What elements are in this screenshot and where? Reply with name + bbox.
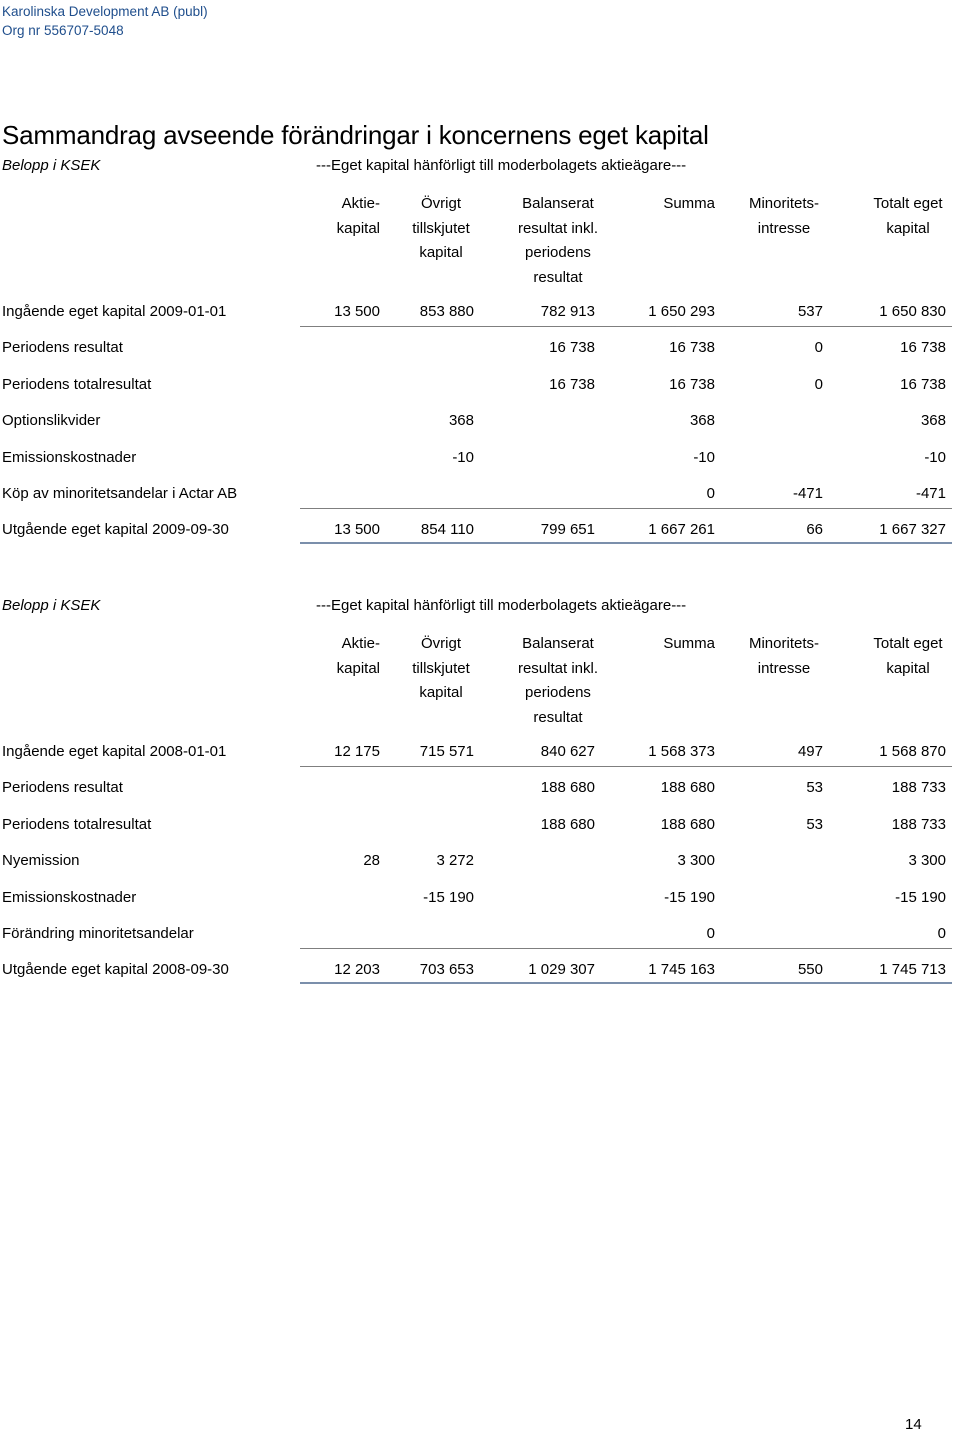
table-row (0, 886, 952, 922)
table-cell: 854 110 (420, 521, 474, 539)
table-cell: 3 272 (436, 852, 474, 870)
column-header-line: resultat inkl. (517, 659, 599, 677)
table-row (0, 518, 952, 554)
table-row (0, 300, 952, 336)
table-cell: 3 300 (677, 852, 715, 870)
column-header-line: kapital (419, 244, 463, 261)
table-row (0, 482, 952, 518)
table-cell: 799 651 (540, 521, 595, 539)
row-divider (300, 326, 952, 327)
table-cell: 13 500 (334, 521, 380, 539)
table-cell: 853 880 (419, 303, 474, 320)
column-header-line: periodens (525, 244, 591, 261)
table-cell: 12 175 (334, 743, 380, 760)
table-cell: -10 (693, 448, 715, 466)
page-title: Sammandrag avseende förändringar i koncernens eget kapital (2, 120, 709, 150)
table-row (0, 409, 952, 445)
column-header-line: resultat (533, 268, 583, 286)
table-row (0, 958, 952, 994)
row-label: Utgående eget kapital 2009-09-30 (2, 521, 229, 539)
document-header (2, 2, 208, 40)
attributable-heading: ---Eget kapital hänförligt till moderbolagets aktieägare--- (316, 597, 687, 614)
column-header-line: resultat (533, 708, 583, 726)
column-header-line: Balanserat (522, 195, 594, 212)
table-row (0, 776, 952, 812)
total-rule (300, 982, 952, 984)
column-header (714, 192, 854, 241)
table-cell: 3 300 (908, 852, 946, 870)
table-cell: 0 (706, 485, 715, 502)
column-header-line: resultat inkl. (517, 219, 599, 237)
column-header-line: Aktie- (341, 195, 380, 212)
table-cell: 840 627 (540, 743, 595, 760)
column-header-line: Minoritets- (748, 635, 819, 652)
table-cell: 16 738 (549, 339, 595, 357)
table-cell: 16 738 (669, 375, 715, 393)
column-header-line: tillskjutet (412, 219, 470, 237)
table-cell: 0 (937, 925, 946, 942)
column-header-line: Totalt eget (873, 635, 943, 652)
table-cell: 368 (448, 412, 474, 430)
column-header (714, 632, 854, 681)
total-rule (300, 542, 952, 544)
table-cell: 0 (814, 339, 823, 357)
table-cell: -15 190 (895, 888, 946, 906)
row-divider (300, 948, 952, 949)
column-header-line: Summa (663, 635, 715, 652)
row-label: Utgående eget kapital 2008-09-30 (2, 961, 229, 979)
table-row (0, 813, 952, 849)
column-header-line: kapital (886, 659, 930, 677)
attributable-heading: ---Eget kapital hänförligt till moderbolagets aktieägare--- (316, 157, 687, 174)
column-header-line: kapital (419, 684, 463, 701)
table-row (0, 849, 952, 885)
table-cell: 66 (806, 521, 823, 539)
company-name: Karolinska Development AB (publ) (2, 4, 208, 19)
row-label: Optionslikvider (2, 412, 101, 430)
table-cell: 53 (806, 815, 823, 833)
row-divider (300, 508, 952, 509)
column-header-line: kapital (886, 219, 930, 237)
table-cell: 188 680 (540, 779, 595, 797)
column-header-line: Totalt eget (873, 195, 943, 212)
table-cell: 497 (797, 743, 823, 760)
table-cell: 16 738 (900, 375, 946, 393)
row-label: Emissionskostnader (2, 448, 137, 466)
table-cell: 188 680 (660, 779, 715, 797)
table-cell: 782 913 (540, 303, 595, 320)
column-header-line: Summa (663, 195, 715, 212)
table-row (0, 740, 952, 776)
table-cell: -471 (915, 485, 946, 502)
table-cell: 188 733 (891, 815, 946, 833)
column-header-line: Minoritets- (748, 195, 819, 212)
table-cell: 12 203 (334, 961, 380, 979)
table-cell: 550 (797, 961, 823, 979)
column-header-line: Övrigt (420, 195, 461, 212)
column-header (240, 192, 380, 241)
table-cell: 13 500 (334, 303, 380, 320)
table-cell: 0 (814, 375, 823, 393)
table-cell: 16 738 (549, 375, 595, 393)
table-cell: 703 653 (419, 961, 474, 979)
column-header (838, 192, 960, 241)
row-label: Periodens totalresultat (2, 815, 152, 833)
table-row (0, 373, 952, 409)
row-label: Emissionskostnader (2, 888, 137, 906)
table-cell: -10 (452, 448, 474, 466)
table-cell: -15 190 (664, 888, 715, 906)
column-header (240, 632, 380, 681)
row-label: Förändring minoritetsandelar (2, 925, 194, 942)
table-cell: 16 738 (669, 339, 715, 357)
table-cell: 1 029 307 (528, 961, 595, 979)
column-header (575, 632, 715, 657)
table-cell: 537 (797, 303, 823, 320)
table-cell: 16 738 (900, 339, 946, 357)
table-cell: -15 190 (423, 888, 474, 906)
table-cell: 1 650 830 (879, 303, 946, 320)
table-cell: 188 680 (540, 815, 595, 833)
table-cell: -10 (924, 448, 946, 466)
table-cell: 188 733 (891, 779, 946, 797)
column-header-line: kapital (336, 659, 380, 677)
row-label: Nyemission (2, 852, 80, 870)
row-label: Ingående eget kapital 2008-01-01 (2, 743, 227, 760)
row-label: Köp av minoritetsandelar i Actar AB (2, 485, 238, 502)
column-header (575, 192, 715, 217)
column-header-line: periodens (525, 684, 591, 701)
org-number: Org nr 556707-5048 (2, 23, 124, 38)
row-label: Periodens resultat (2, 339, 123, 357)
table-cell: 0 (706, 925, 715, 942)
column-header (838, 632, 960, 681)
table-row (0, 446, 952, 482)
table-cell: 53 (806, 779, 823, 797)
column-header-line: Övrigt (420, 635, 461, 652)
column-header-line: tillskjutet (412, 659, 470, 677)
table-cell: -471 (792, 485, 823, 502)
row-divider (300, 766, 952, 767)
column-header-line: Balanserat (522, 635, 594, 652)
table-cell: 368 (689, 412, 715, 430)
column-header-line: intresse (757, 659, 811, 677)
column-header-line: intresse (757, 219, 811, 237)
table-cell: 1 745 713 (879, 961, 946, 979)
table-cell: 1 650 293 (648, 303, 715, 320)
table-cell: 1 667 327 (879, 521, 946, 539)
row-label: Ingående eget kapital 2009-01-01 (2, 303, 227, 320)
table-cell: 1 568 870 (879, 743, 946, 760)
table-cell: 188 680 (660, 815, 715, 833)
row-label: Periodens totalresultat (2, 375, 152, 393)
table-cell: 1 568 373 (648, 743, 715, 760)
page-number: 14 (905, 1416, 922, 1433)
table-row (0, 922, 952, 958)
belopp-label: Belopp i KSEK (2, 157, 101, 174)
table-cell: 715 571 (419, 743, 474, 760)
belopp-label: Belopp i KSEK (2, 597, 101, 614)
table-cell: 368 (920, 412, 946, 430)
table-row (0, 336, 952, 372)
row-label: Periodens resultat (2, 779, 123, 797)
column-header-line: kapital (336, 219, 380, 237)
table-cell: 1 667 261 (648, 521, 715, 539)
column-header-line: Aktie- (341, 635, 380, 652)
table-cell: 28 (363, 852, 380, 870)
table-cell: 1 745 163 (648, 961, 715, 979)
